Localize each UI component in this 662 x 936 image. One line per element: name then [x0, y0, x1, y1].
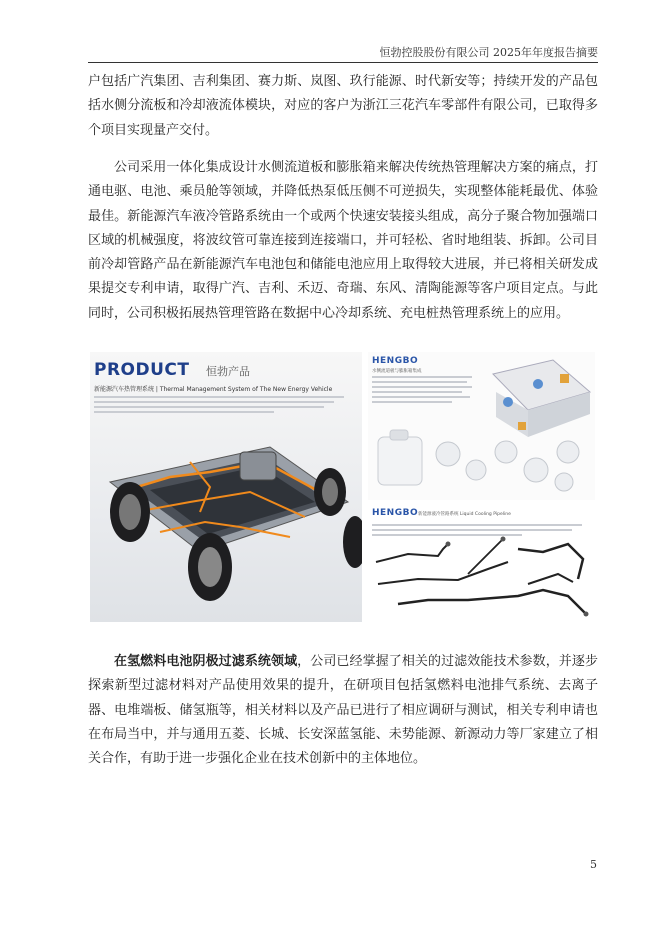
paragraph-hydrogen-filtration	[88, 650, 598, 771]
system-title: 新能源汽车热管理系统 | Thermal Management System of The New Energy Vehicle	[94, 386, 333, 393]
brand-subtitle: 水侧流道板与膨胀箱集成	[372, 369, 422, 374]
cooling-pipeline-image	[368, 504, 595, 622]
brand-logo: HENGBO	[372, 356, 419, 366]
header-title: 恒勃控股股份有限公司 2025年年度报告摘要	[379, 46, 598, 59]
brand-logo: HENGBO	[372, 508, 419, 518]
fluid-module-image	[368, 352, 595, 500]
product-heading: PRODUCT	[94, 360, 190, 380]
ev-chassis-image	[90, 352, 362, 622]
product-heading-cn: 恒勃产品	[206, 365, 250, 378]
brand-subtitle: 新能源液冷管路系统 Liquid Cooling Pipeline	[418, 512, 511, 517]
paragraph-thermal-management: 公司采用一体化集成设计水侧流道板和膨胀箱来解决传统热管理解决方案的痛点，打通电驱、电池、乘员舱等领域，并降低热泵低压侧不可逆损失，实现整体能耗最优、体验最佳。新能源汽车液冷管路系统由一个或两个快速安装接头组成，高分子聚合物加强端口区域的机械强度，将波纹管可靠连接到连接端口，并可轻松、省时地组装、拆卸。公司目前冷却管路产品在新能源汽车电池包和储能电池应用上取得较大进展，并已将相关研发成果提交专利申请，取得广汽、吉利、禾迈、奇瑞、东风、清陶能源等客户项目定点。与此同时，公司积极拓展热管理管路在数据中心冷却系统、充电桩热管理系统上的应用。	[88, 160, 598, 321]
product-panel-cooling-pipeline	[368, 504, 595, 622]
paragraph-customers: 户包括广汽集团、吉利集团、赛力斯、岚图、玖行能源、时代新安等；持续开发的产品包括水侧分流板和冷却液流体模块，对应的客户为浙江三花汽车零部件有限公司，已取得多个项目实现量产交付。	[88, 74, 598, 138]
product-panel-vehicle	[90, 352, 362, 622]
hydrogen-heading: 在氢燃料电池阴极过滤系统领域	[114, 654, 298, 669]
hydrogen-body: ，公司已经掌握了相关的过滤效能技术参数，并逐步探索新型过滤材料对产品使用效果的提升，在研项目包括氢燃料电池排气系统、去离子器、电堆端板、储氢瓶等，相关材料以及产品已进行了相应调研与测试，相关专利申请也在布局当中，并与通用五菱、长城、长安深蓝氢能、未势能源、新源动力等厂家建立了相关合作，有助于进一步强化企业在技术创新中的主体地位。	[88, 654, 598, 767]
page-number: 5	[590, 858, 597, 871]
page-header	[88, 42, 598, 63]
product-figure	[90, 352, 595, 622]
product-panel-fluid-module	[368, 352, 595, 500]
